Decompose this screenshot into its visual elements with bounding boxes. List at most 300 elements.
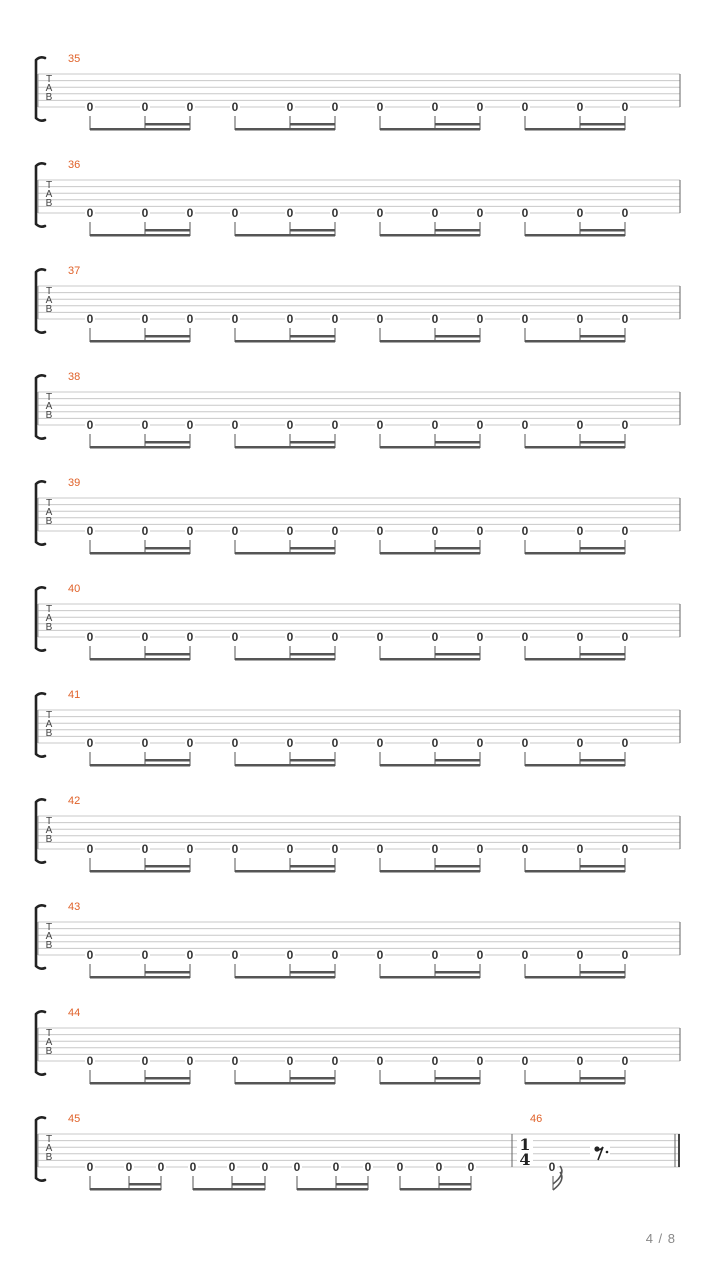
sixteenth-beam xyxy=(580,653,625,656)
fret-number: 0 xyxy=(141,312,149,326)
final-note xyxy=(547,1160,562,1190)
sixteenth-beam xyxy=(435,229,480,232)
fret-number: 0 xyxy=(125,1160,133,1174)
fret-number: 0 xyxy=(186,206,194,220)
tab-clef-letter: A xyxy=(45,401,53,412)
fret-number: 0 xyxy=(331,630,339,644)
sixteenth-beam xyxy=(290,547,335,550)
fret-number: 0 xyxy=(186,100,194,114)
fret-number: 0 xyxy=(435,1160,443,1174)
fret-number: 0 xyxy=(331,842,339,856)
fret-number: 0 xyxy=(231,842,239,856)
sixteenth-beam xyxy=(145,971,190,974)
beam-group xyxy=(85,100,195,131)
fret-number: 0 xyxy=(261,1160,269,1174)
tab-system xyxy=(36,265,680,343)
rest-dot xyxy=(606,1151,609,1154)
measure-number: 40 xyxy=(68,583,81,595)
system-bracket-icon xyxy=(36,269,45,332)
eighth-beam xyxy=(90,1082,190,1085)
fret-number: 0 xyxy=(621,1054,629,1068)
tab-clef-letter: T xyxy=(45,498,53,509)
fret-number: 0 xyxy=(186,418,194,432)
fret-number: 0 xyxy=(476,630,484,644)
beam-group xyxy=(230,948,340,979)
beam-group xyxy=(375,842,485,873)
beam-group xyxy=(375,418,485,449)
fret-number: 0 xyxy=(141,842,149,856)
fret-number: 0 xyxy=(376,100,384,114)
system-bracket-icon xyxy=(36,587,45,650)
fret-number: 0 xyxy=(476,842,484,856)
fret-number: 0 xyxy=(396,1160,404,1174)
eighth-rest-icon xyxy=(590,1144,610,1160)
beam-group xyxy=(85,1054,195,1085)
sixteenth-beam xyxy=(435,335,480,338)
fret-number: 0 xyxy=(231,418,239,432)
fret-number: 0 xyxy=(231,206,239,220)
fret-number: 0 xyxy=(86,100,94,114)
fret-number: 0 xyxy=(376,948,384,962)
fret-number: 0 xyxy=(576,312,584,326)
fret-number: 0 xyxy=(521,524,529,538)
eighth-beam xyxy=(525,658,625,661)
sixteenth-beam xyxy=(435,759,480,762)
eighth-beam xyxy=(525,552,625,555)
fret-number: 0 xyxy=(576,418,584,432)
beam-group xyxy=(520,630,630,661)
fret-number: 0 xyxy=(621,100,629,114)
fret-number: 0 xyxy=(331,736,339,750)
fret-number: 0 xyxy=(376,418,384,432)
fret-number: 0 xyxy=(331,948,339,962)
fret-number: 0 xyxy=(228,1160,236,1174)
fret-number: 0 xyxy=(231,948,239,962)
system-bracket-icon xyxy=(36,905,45,968)
eighth-beam xyxy=(235,446,335,449)
fret-number: 0 xyxy=(521,948,529,962)
fret-number: 0 xyxy=(431,736,439,750)
fret-number: 0 xyxy=(157,1160,165,1174)
fret-number: 0 xyxy=(521,630,529,644)
sixteenth-beam xyxy=(145,759,190,762)
sixteenth-beam xyxy=(435,441,480,444)
time-signature xyxy=(517,1135,533,1169)
fret-number: 0 xyxy=(141,100,149,114)
tab-clef-icon xyxy=(46,392,53,421)
tab-clef-letter: B xyxy=(45,516,53,527)
eighth-beam xyxy=(380,976,480,979)
beam-group xyxy=(520,842,630,873)
fret-number: 0 xyxy=(293,1160,301,1174)
fret-number: 0 xyxy=(141,948,149,962)
tab-clef-icon xyxy=(46,922,53,951)
fret-number: 0 xyxy=(476,1054,484,1068)
measure-number: 43 xyxy=(68,901,81,913)
fret-number: 0 xyxy=(476,312,484,326)
sixteenth-beam xyxy=(290,335,335,338)
fret-number: 0 xyxy=(86,736,94,750)
tab-clef-icon xyxy=(46,74,53,103)
fret-number: 0 xyxy=(476,206,484,220)
beam-group xyxy=(292,1160,373,1191)
eighth-beam xyxy=(235,1082,335,1085)
eighth-beam xyxy=(235,128,335,131)
tab-clef-letter: B xyxy=(45,622,53,633)
beam-group xyxy=(85,630,195,661)
measure-number: 35 xyxy=(68,53,81,65)
eighth-beam xyxy=(525,764,625,767)
beam-group xyxy=(85,312,195,343)
eighth-beam xyxy=(90,870,190,873)
sixteenth-beam xyxy=(580,1077,625,1080)
fret-number: 0 xyxy=(141,206,149,220)
eighth-beam xyxy=(235,870,335,873)
fret-number: 0 xyxy=(186,1054,194,1068)
sixteenth-beam xyxy=(290,123,335,126)
fret-number: 0 xyxy=(286,842,294,856)
system-bracket-icon xyxy=(36,375,45,438)
tab-clef-letter: B xyxy=(45,410,53,421)
beam-group xyxy=(230,100,340,131)
fret-number: 0 xyxy=(521,418,529,432)
fret-number: 0 xyxy=(431,418,439,432)
fret-number: 0 xyxy=(476,736,484,750)
tab-clef-letter: B xyxy=(45,304,53,315)
tab-clef-letter: T xyxy=(45,710,53,721)
fret-number: 0 xyxy=(331,206,339,220)
eighth-beam xyxy=(525,446,625,449)
fret-number: 0 xyxy=(86,1054,94,1068)
sixteenth-beam xyxy=(580,971,625,974)
tab-clef-letter: A xyxy=(45,931,53,942)
beam-group xyxy=(230,524,340,555)
measure-number: 44 xyxy=(68,1007,81,1019)
eighth-beam xyxy=(90,976,190,979)
fret-number: 0 xyxy=(86,418,94,432)
sixteenth-beam xyxy=(435,1077,480,1080)
fret-number: 0 xyxy=(376,312,384,326)
tab-clef-letter: T xyxy=(45,1134,53,1145)
fret-number: 0 xyxy=(331,312,339,326)
tab-clef-letter: T xyxy=(45,816,53,827)
eighth-beam xyxy=(400,1188,471,1191)
fret-number: 0 xyxy=(521,736,529,750)
beam-group xyxy=(85,524,195,555)
fret-number: 0 xyxy=(86,312,94,326)
beam-group xyxy=(375,524,485,555)
eighth-beam xyxy=(235,764,335,767)
measure-number: 42 xyxy=(68,795,81,807)
eighth-beam xyxy=(90,446,190,449)
fret-number: 0 xyxy=(576,736,584,750)
fret-number: 0 xyxy=(376,842,384,856)
fret-number: 0 xyxy=(576,100,584,114)
beam-group xyxy=(520,100,630,131)
beam-group xyxy=(375,1054,485,1085)
eighth-beam xyxy=(90,1188,161,1191)
tab-clef-letter: A xyxy=(45,1143,53,1154)
fret-number: 0 xyxy=(431,1054,439,1068)
fret-number: 0 xyxy=(86,1160,94,1174)
fret-number: 0 xyxy=(286,736,294,750)
fret-number: 0 xyxy=(186,630,194,644)
fret-number: 0 xyxy=(286,418,294,432)
fret-number: 0 xyxy=(331,100,339,114)
fret-number: 0 xyxy=(476,524,484,538)
fret-number: 0 xyxy=(621,206,629,220)
sixteenth-beam xyxy=(145,653,190,656)
sixteenth-beam xyxy=(145,229,190,232)
sixteenth-beam xyxy=(435,971,480,974)
eighth-beam xyxy=(380,870,480,873)
sixteenth-beam xyxy=(145,123,190,126)
fret-number: 0 xyxy=(467,1160,475,1174)
eighth-beam xyxy=(525,870,625,873)
sixteenth-beam xyxy=(435,865,480,868)
sixteenth-beam xyxy=(145,865,190,868)
fret-number: 0 xyxy=(431,312,439,326)
beam-group xyxy=(375,630,485,661)
fret-number: 0 xyxy=(376,1054,384,1068)
fret-number: 0 xyxy=(331,1054,339,1068)
beam-group xyxy=(85,418,195,449)
eighth-beam xyxy=(525,976,625,979)
sixteenth-beam xyxy=(290,971,335,974)
sixteenth-beam xyxy=(435,547,480,550)
system-bracket-icon xyxy=(36,799,45,862)
sixteenth-beam xyxy=(336,1183,368,1186)
system-bracket-icon xyxy=(36,163,45,226)
tab-clef-letter: T xyxy=(45,1028,53,1039)
sixteenth-beam xyxy=(145,1077,190,1080)
tab-clef-icon xyxy=(46,816,53,845)
fret-number: 0 xyxy=(376,524,384,538)
fret-number: 0 xyxy=(521,842,529,856)
eighth-beam xyxy=(90,234,190,237)
eighth-beam xyxy=(380,552,480,555)
sixteenth-beam xyxy=(145,547,190,550)
beam-group xyxy=(230,418,340,449)
tab-clef-icon xyxy=(46,604,53,633)
fret-number: 0 xyxy=(521,1054,529,1068)
tab-system xyxy=(36,1113,680,1191)
tab-system xyxy=(36,371,680,449)
beam-group xyxy=(85,1160,166,1191)
tab-clef-letter: T xyxy=(45,604,53,615)
tab-clef-letter: A xyxy=(45,825,53,836)
fret-number: 0 xyxy=(186,948,194,962)
fret-number: 0 xyxy=(376,630,384,644)
fret-number: 0 xyxy=(621,842,629,856)
tab-clef-icon xyxy=(46,498,53,527)
measure-number: 37 xyxy=(68,265,81,277)
fret-number: 0 xyxy=(231,736,239,750)
sixteenth-beam xyxy=(290,865,335,868)
eighth-beam xyxy=(525,340,625,343)
eighth-beam xyxy=(380,764,480,767)
sixteenth-beam xyxy=(232,1183,265,1186)
eighth-beam xyxy=(380,234,480,237)
fret-number: 0 xyxy=(576,524,584,538)
fret-number: 0 xyxy=(186,312,194,326)
time-signature-numerator: 1 xyxy=(519,1135,531,1154)
tab-clef-letter: A xyxy=(45,613,53,624)
eighth-beam xyxy=(525,128,625,131)
beam-group xyxy=(230,630,340,661)
tab-clef-icon xyxy=(46,286,53,315)
eighth-beam xyxy=(380,1082,480,1085)
fret-number: 0 xyxy=(621,630,629,644)
tab-system xyxy=(36,583,680,661)
beam-group xyxy=(85,948,195,979)
fret-number: 0 xyxy=(231,312,239,326)
fret-number: 0 xyxy=(376,736,384,750)
sixteenth-beam xyxy=(145,335,190,338)
tab-clef-letter: B xyxy=(45,198,53,209)
eighth-beam xyxy=(235,658,335,661)
fret-number: 0 xyxy=(86,948,94,962)
fret-number: 0 xyxy=(576,948,584,962)
beam-group xyxy=(230,206,340,237)
fret-number: 0 xyxy=(231,100,239,114)
fret-number: 0 xyxy=(141,736,149,750)
fret-number: 0 xyxy=(189,1160,197,1174)
fret-number: 0 xyxy=(186,524,194,538)
beam-group xyxy=(375,312,485,343)
beam-group xyxy=(520,418,630,449)
tab-clef-letter: A xyxy=(45,189,53,200)
fret-number: 0 xyxy=(476,418,484,432)
tab-clef-letter: T xyxy=(45,922,53,933)
fret-number: 0 xyxy=(286,312,294,326)
beam-group xyxy=(230,736,340,767)
fret-number: 0 xyxy=(364,1160,372,1174)
beam-group xyxy=(520,1054,630,1085)
beam-group xyxy=(520,524,630,555)
fret-number: 0 xyxy=(376,206,384,220)
fret-number: 0 xyxy=(476,948,484,962)
tab-clef-letter: B xyxy=(45,1152,53,1163)
tab-system xyxy=(36,795,680,873)
fret-number: 0 xyxy=(431,842,439,856)
fret-number: 0 xyxy=(186,842,194,856)
fret-number: 0 xyxy=(576,842,584,856)
eighth-beam xyxy=(235,976,335,979)
sixteenth-beam xyxy=(435,123,480,126)
tab-clef-letter: T xyxy=(45,180,53,191)
tab-clef-letter: T xyxy=(45,286,53,297)
eighth-beam xyxy=(90,658,190,661)
sixteenth-beam xyxy=(580,123,625,126)
eighth-beam xyxy=(235,552,335,555)
beam-group xyxy=(85,206,195,237)
fret-number: 0 xyxy=(231,1054,239,1068)
fret-number: 0 xyxy=(141,524,149,538)
tab-clef-letter: A xyxy=(45,83,53,94)
beam-group xyxy=(230,842,340,873)
eighth-beam xyxy=(90,552,190,555)
tab-system xyxy=(36,53,680,131)
fret-number: 0 xyxy=(621,312,629,326)
tab-clef-letter: T xyxy=(45,392,53,403)
beam-group xyxy=(188,1160,270,1191)
fret-number: 0 xyxy=(286,100,294,114)
fret-number: 0 xyxy=(86,842,94,856)
sixteenth-beam xyxy=(580,759,625,762)
beam-group xyxy=(520,948,630,979)
eighth-beam xyxy=(235,340,335,343)
fret-number: 0 xyxy=(332,1160,340,1174)
fret-number: 0 xyxy=(431,948,439,962)
sixteenth-beam xyxy=(580,441,625,444)
fret-number: 0 xyxy=(621,418,629,432)
fret-number: 0 xyxy=(86,524,94,538)
tab-clef-icon xyxy=(46,180,53,209)
eighth-beam xyxy=(380,340,480,343)
beam-group xyxy=(230,1054,340,1085)
fret-number: 0 xyxy=(521,100,529,114)
fret-number: 0 xyxy=(621,524,629,538)
beam-group xyxy=(375,736,485,767)
tab-clef-letter: A xyxy=(45,507,53,518)
beam-group xyxy=(520,206,630,237)
tab-clef-letter: B xyxy=(45,92,53,103)
eighth-beam xyxy=(380,658,480,661)
eighth-beam xyxy=(90,764,190,767)
fret-number: 0 xyxy=(286,206,294,220)
fret-number: 0 xyxy=(141,1054,149,1068)
system-bracket-icon xyxy=(36,693,45,756)
fret-number: 0 xyxy=(86,630,94,644)
tab-clef-icon xyxy=(46,1134,53,1163)
beam-group xyxy=(375,100,485,131)
fret-number: 0 xyxy=(286,630,294,644)
page-number: 4 / 8 xyxy=(645,1231,676,1246)
eighth-beam xyxy=(235,234,335,237)
fret-number: 0 xyxy=(86,206,94,220)
fret-number: 0 xyxy=(431,100,439,114)
tab-clef-letter: B xyxy=(45,834,53,845)
fret-number: 0 xyxy=(331,524,339,538)
tab-system xyxy=(36,477,680,555)
system-bracket-icon xyxy=(36,1117,45,1180)
fret-number: 0 xyxy=(431,630,439,644)
tab-clef-letter: A xyxy=(45,719,53,730)
measure-number: 41 xyxy=(68,689,81,701)
fret-number: 0 xyxy=(521,206,529,220)
fret-number: 0 xyxy=(231,630,239,644)
tab-clef-icon xyxy=(46,1028,53,1057)
sixteenth-beam xyxy=(580,865,625,868)
sixteenth-beam xyxy=(290,441,335,444)
sixteenth-beam xyxy=(290,653,335,656)
sixteenth-beam xyxy=(580,547,625,550)
beam-group xyxy=(520,736,630,767)
fret-number: 0 xyxy=(431,206,439,220)
eighth-beam xyxy=(90,128,190,131)
fret-number: 0 xyxy=(231,524,239,538)
measure-number: 36 xyxy=(68,159,81,171)
measure-number: 38 xyxy=(68,371,81,383)
fret-number: 0 xyxy=(576,630,584,644)
fret-number: 0 xyxy=(548,1160,556,1174)
tab-clef-letter: B xyxy=(45,940,53,951)
fret-number: 0 xyxy=(576,206,584,220)
measure-number: 46 xyxy=(530,1113,543,1125)
eighth-beam xyxy=(193,1188,265,1191)
fret-number: 0 xyxy=(186,736,194,750)
